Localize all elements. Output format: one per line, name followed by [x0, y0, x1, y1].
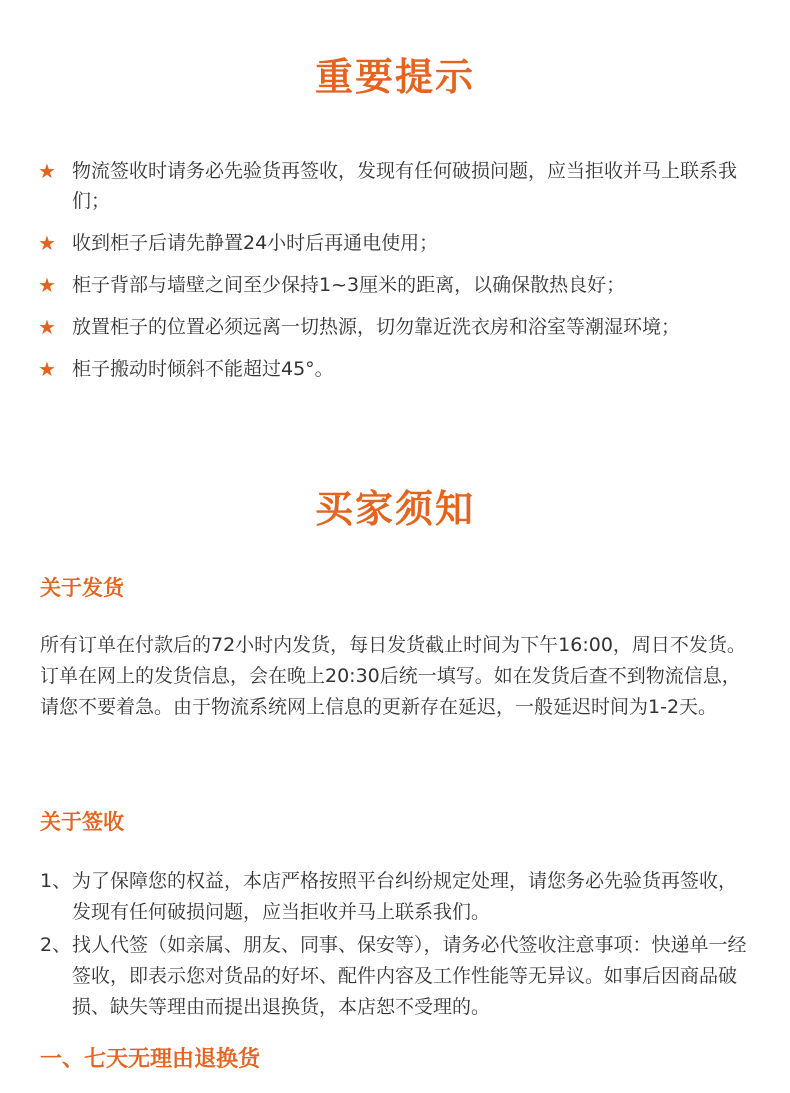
buyer-notice-title: 买家须知 [314, 487, 475, 531]
star-icon: ★ [38, 159, 56, 183]
notice-title: 重要提示 [314, 55, 475, 99]
notice-item-text: 柜子搬动时倾斜不能超过45°。 [72, 358, 334, 380]
notice-list [38, 156, 758, 396]
shipping-heading: 关于发货 [40, 576, 124, 600]
signing-item [40, 866, 752, 928]
signing-heading: 关于签收 [40, 810, 124, 834]
notice-item-text: 收到柜子后请先静置24小时后再通电使用； [72, 232, 439, 254]
notice-item [38, 228, 758, 258]
notice-item [38, 156, 758, 216]
star-icon: ★ [38, 357, 56, 381]
returns-heading: 一、七天无理由退换货 [40, 1047, 261, 1072]
signing-item [40, 930, 752, 1023]
signing-item-text: 找人代签（如亲属、朋友、同事、保安等），请务必代签收注意事项：快递单一经签收，即表示您对货品的好坏、配件内容及工作性能等无异议。如事后因商品破损、缺失等理由而提出退换货，本店恕不受理的。 [72, 934, 747, 1018]
shipping-text: 所有订单在付款后的72小时内发货，每日发货截止时间为下午16:00，周日不发货。订单在网上的发货信息，会在晚上20:30后统一填写。如在发货后查不到物流信息，请您不要着急。由于物流系统网上信息的更新存在延迟，一般延迟时间为1-2天。 [40, 634, 746, 718]
notice-item [38, 312, 758, 342]
star-icon: ★ [38, 273, 56, 297]
notice-item [38, 354, 758, 384]
signing-list [40, 866, 752, 1025]
star-icon: ★ [38, 231, 56, 255]
star-icon: ★ [38, 315, 56, 339]
notice-item-text: 物流签收时请务必先验货再签收，发现有任何破损问题，应当拒收并马上联系我们； [72, 160, 738, 212]
notice-item-text: 放置柜子的位置必须远离一切热源，切勿靠近洗衣房和浴室等潮湿环境； [72, 316, 681, 338]
notice-item [38, 270, 758, 300]
signing-item-number: 2、 [40, 934, 72, 956]
notice-item-text: 柜子背部与墙壁之间至少保持1~3厘米的距离，以确保散热良好； [72, 274, 626, 296]
signing-item-number: 1、 [40, 870, 72, 892]
signing-item-text: 为了保障您的权益，本店严格按照平台纠纷规定处理，请您务必先验货再签收，发现有任何破损问题，应当拒收并马上联系我们。 [72, 870, 738, 923]
